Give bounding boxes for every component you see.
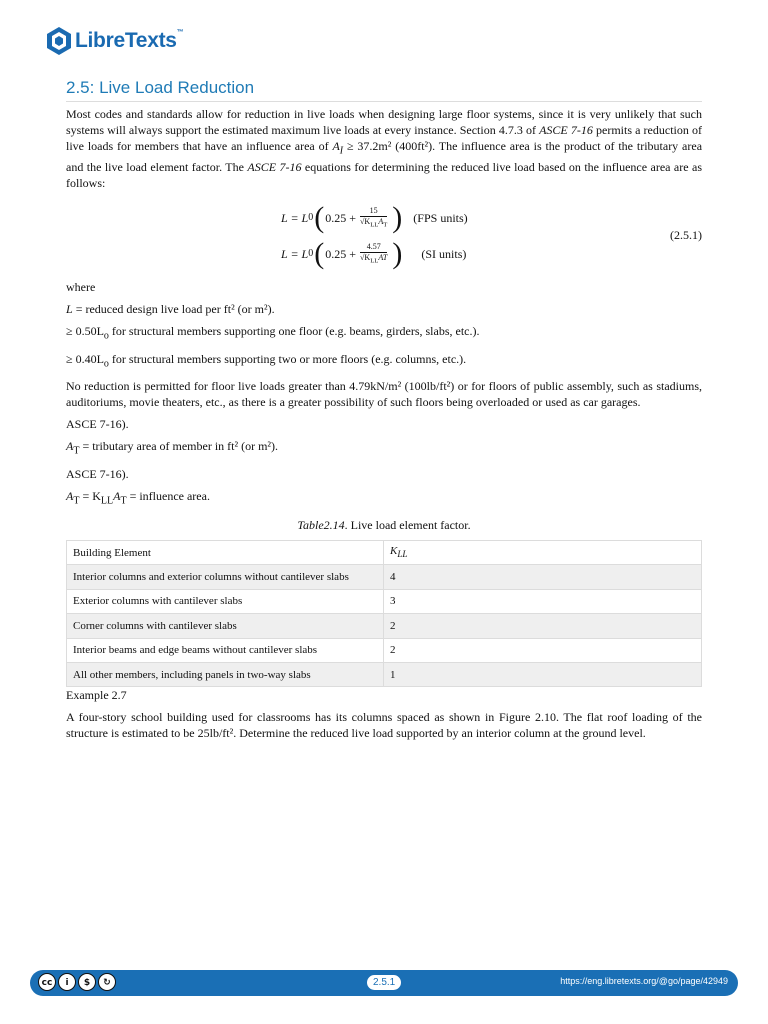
table-cell: 1 (384, 662, 702, 686)
content (66, 106, 702, 747)
equation-number: (2.5.1) (670, 228, 702, 243)
where-label: where (66, 280, 96, 295)
intro-paragraph: Most codes and standards allow for reduction in live loads when designing large floor systems, since it is very unlikely that such systems will always support the estimated maximum live loads at every instance. Section 4.7.3 of ASCE 7-16 permits a reduction of live loads for members that have an influence area of $A_I \ge 37.2m^2$ (400ft²). The influence area is the product of the tributary area and the live load element factor. The ASCE 7-16 equations for determining the reduced live load based on the influence area are as follows: (66, 107, 703, 191)
table-cell: Exterior columns with cantilever slabs (67, 589, 384, 613)
asce-reference-b: ASCE 7-16). (66, 466, 129, 481)
def-tributary-area: $A_T$ = tributary area of member in ft² (or m²). (66, 439, 279, 457)
def-one-floor: ≥ $0.50L_o$ for structural members supporting one floor (e.g. beams, girders, slabs, etc.). (66, 324, 480, 342)
table-cell: All other members, including panels in two-way slabs (67, 662, 384, 686)
attribution-icon: i (58, 973, 76, 991)
table-cell: 2 (384, 638, 702, 662)
page-title: 2.5: Live Load Reduction (66, 78, 702, 102)
fraction-si: $\frac{4.57}{√K_{LL}AT}$ (360, 242, 388, 265)
cc-icon: cc (38, 973, 56, 991)
table-header-cell: Building Element (67, 540, 384, 564)
table-row (67, 638, 702, 662)
fraction-fps: $\frac{15}{√K_{LL}A_T}$ (360, 206, 388, 229)
page-number: 2.5.1 (367, 975, 401, 990)
footer-bar (30, 970, 738, 996)
table-caption: Table2.14. Live load element factor. (297, 517, 471, 532)
libretexts-hex-icon (46, 26, 72, 56)
equation-block (66, 197, 702, 275)
libretexts-logo[interactable] (46, 26, 183, 56)
equation-fps: L = L 0 ( 0.25 + $\frac{15}{√K_{LL}A_T}$ ) (FPS units) (281, 201, 468, 235)
table-cell: 4 (384, 565, 702, 589)
table-header-cell: $K_{LL}$ (384, 540, 702, 564)
page-url-link[interactable]: https://eng.libretexts.org/@go/page/42949 (560, 976, 728, 986)
def-two-floors: ≥ $0.40L_o$ for structural members supporting two or more floors (e.g. columns, etc.). (66, 351, 467, 370)
example-text: A four-story school building used for classrooms has its columns spaced as shown in Figure 2.10. The flat roof loading of the structure is estimated to be 25lb/ft². Determine the reduced live load supported by an interior column at the ground level. (66, 710, 702, 741)
table-row (67, 565, 702, 589)
license-badge[interactable] (38, 973, 116, 991)
def-reduced-load: L = reduced design live load per ft² (or m²). (66, 302, 275, 317)
def-influence-area: $A_T = K_{LL}A_T$ = influence area. (66, 488, 210, 506)
noncommercial-icon: $ (78, 973, 96, 991)
table-cell: Interior beams and edge beams without cantilever slabs (67, 638, 384, 662)
table-cell: 2 (384, 614, 702, 638)
table-header-row (67, 540, 702, 564)
table-row (67, 614, 702, 638)
asce-reference-a: ASCE 7-16). (66, 417, 129, 432)
example-title: Example 2.7 (66, 688, 127, 703)
live-load-element-factor-table (66, 540, 702, 687)
equation-si: L = L 0 ( 0.25 + $\frac{4.57}{√K_{LL}AT}$ ) (SI units) (281, 237, 467, 271)
sharealike-icon: ↻ (98, 973, 116, 991)
table-row (67, 662, 702, 686)
table-cell: 3 (384, 589, 702, 613)
logo-text: LibreTexts™ (75, 29, 184, 52)
no-reduction-note: No reduction is permitted for floor live loads greater than 4.79kN/m² (100lb/ft²) or for floors of public assembly, such as stadiums, auditoriums, movie theaters, etc., as there is a greater possibility of such floors being overloaded or used as car garages. (66, 379, 702, 410)
table-row (67, 589, 702, 613)
table-cell: Corner columns with cantilever slabs (67, 614, 384, 638)
table-cell: Interior columns and exterior columns without cantilever slabs (67, 565, 384, 589)
